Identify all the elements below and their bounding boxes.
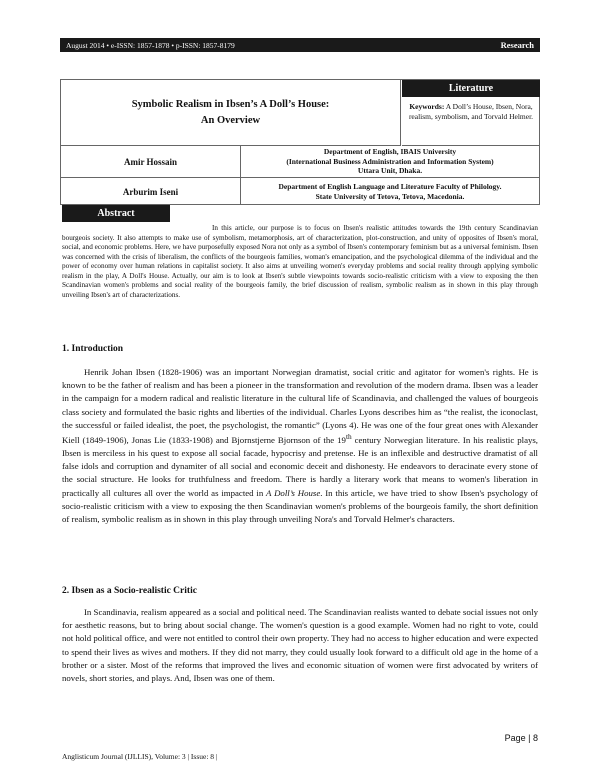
author-row-1 — [61, 146, 539, 178]
affiliation-line: (International Business Administration and Information System) — [286, 156, 494, 166]
section-heading-introduction: 1. Introduction — [62, 344, 124, 354]
abstract-label: Abstract — [62, 205, 170, 222]
author-name: Amir Hossain — [61, 146, 241, 177]
title-line-2: An Overview — [200, 114, 261, 126]
play-title: A Doll’s House — [266, 487, 321, 498]
page-number: Page | 8 — [504, 733, 538, 743]
abstract-text: In this article, our purpose is to focus on Ibsen's realistic attitudes towards the 19th century Scandinavian bourgeois society. It also attempts to make use of symbolism, metamorphosis, art of characterization, plot-construction, and unity of opposites of Ibsen's moral, social, and economic problems. Here, we have purposefully exposed Nora not only as a symbol of Ibsen's contemporary feminism but as a universal feminism. Ibsen was concerned with the crisis of liberalism, the conflicts of the bourgeois families, woman's emancipation, and the psychological dilemma of the individual and the power of economy over human relations in capitalist society. It also aims at unveiling women's everyday problems and social reality through applying symbolic realism in the play, A Doll's House. Actually, our aim is to look at Ibsen's subtle viewpoints towards socio-realistic criticism with a view to exposing the then Scandinavian women's problems and social reality of the bourgeois family, the brief discussion of realism, symbolic realism as in shown in this play through unveiling Ibsen's art of characterizations. — [62, 224, 538, 300]
keywords-label: Keywords: — [409, 102, 445, 111]
critic-paragraph: In Scandinavia, realism appeared as a social and political need. The Scandinavian realists wanted to debate social issues not only for aesthetic reasons, but to bring about social change. The women's question is a good example. Women had no right to vote, could not hold political office, and were not entitled to control their own property. They had no access to higher education and were expected to spend their lives as wives and mothers. If they did not marry, they could usually look forward to a difficult old age in the home of a brother or a sister. Most of the reforms that improved the lives and economic situation of women were first advocated by writers of novels, short stories, and plays. And, Ibsen was one of them. — [62, 607, 538, 683]
title-line-1: Symbolic Realism in Ibsen’s A Doll’s House: — [131, 99, 330, 111]
issn-info: August 2014 • e-ISSN: 1857-1878 • p-ISSN: 1857-8179 — [66, 40, 235, 50]
introduction-paragraph — [62, 366, 538, 526]
article-title — [61, 80, 401, 146]
affiliation-line: Department of English Language and Literature Faculty of Philology. — [278, 181, 502, 191]
journal-header-bar — [60, 38, 540, 52]
keywords — [402, 98, 540, 146]
affiliation-line: Department of English, IBAIS University — [323, 146, 457, 156]
article-info-frame — [60, 79, 540, 205]
author-row-2 — [61, 178, 539, 205]
keywords-text: A Doll’s House, Ibsen, Nora, realism, symbolism, and Torvald Helmer. — [408, 102, 534, 122]
field-label: Literature — [402, 80, 540, 97]
journal-footer: Anglisticum Journal (IJLLIS), Volume: 3 | Issue: 8 | — [62, 752, 218, 761]
section-heading-critic: 2. Ibsen as a Socio-realistic Critic — [62, 586, 197, 596]
paragraph-text: . In this article, we have tried to show Ibsen's psychology of socio-realistic criticism with a view to exposing the then Scandinavian women's problems of the bourgeois family, the short definition of realism, symbolic realism as in shown in this play through unveiling Nora's and Torvald Helmer's characters. — [62, 487, 538, 524]
author-affiliation — [241, 146, 539, 177]
superscript: th — [345, 431, 352, 441]
paragraph-text: Henrik Johan Ibsen (1828-1906) was an important Norwegian dramatist, social critic and agitator for women's rights. He is known to be the father of realism and has been a pioneer in the transformation and revolution of the modern drama. Ibsen was a leader in the campaign for a modern radical and realistic literature in the cultural life of Scandinavia, and challenged the values of bourgeois class society and formulated the basic rights and liberties of the individual. Charles Lyons describes him as “the realist, the iconoclast, the successful or failed idealist, the poet, the psychologist, the romantic” (Lyons 4). He was one of the four great ones with Alexander Kiell (1849-1906), Jonas Lie (1833-1908) and Bjornstjerne Bjornson of the 19 — [62, 367, 538, 445]
affiliation-line: Uttara Unit, Dhaka. — [357, 166, 423, 176]
author-name: Arburim Iseni — [61, 178, 241, 205]
author-affiliation — [241, 178, 539, 205]
affiliation-line: State University of Tetova, Tetova, Macedonia. — [315, 191, 465, 201]
paragraph-text: century Norwegian literature. In his realistic plays, Ibsen is merciless in his quest to expose all social facade, hypocrisy and pretense. He is an inflexible and destructive dramatist of all false idols and corruption and dynamiter of all social and economic deceit and dishonesty. He endeavors to deracinate every stone of the social structure. He looks for truthfulness and freedom. There is hardly a literary work that means to women's liberation in practically all cultures all over the world as impacted in — [62, 434, 538, 498]
category-label: Research — [500, 40, 534, 50]
